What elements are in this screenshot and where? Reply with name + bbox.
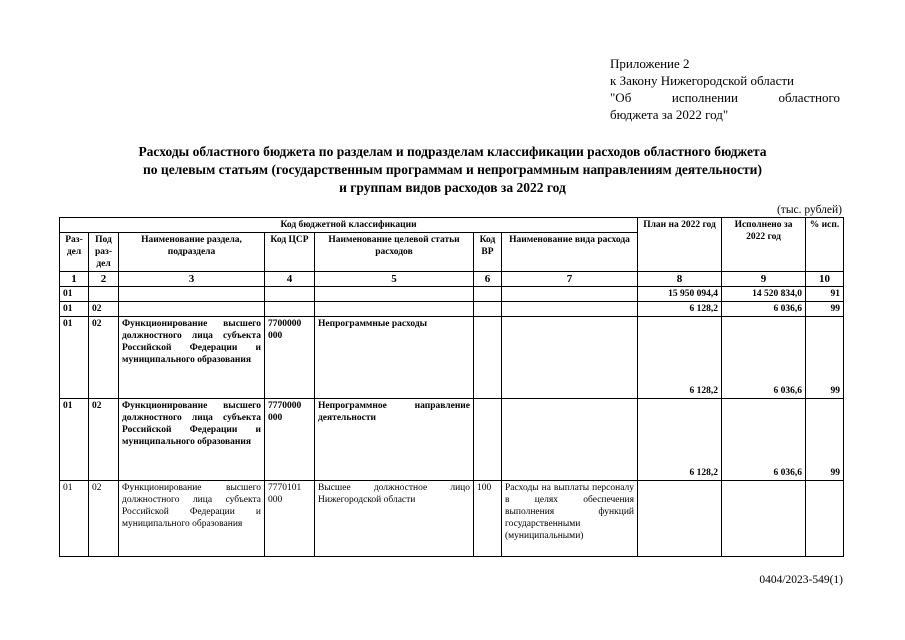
header-group-row bbox=[60, 218, 844, 233]
col-number: 3 bbox=[119, 272, 265, 287]
expenses-table bbox=[59, 217, 844, 557]
header-csr: Код ЦСР bbox=[265, 233, 315, 272]
column-numbers-row bbox=[60, 272, 844, 287]
cell-pct bbox=[806, 481, 844, 557]
appendix-line-3-c: областного bbox=[778, 90, 840, 105]
header-group: Код бюджетной классификации bbox=[60, 218, 638, 233]
cell-podrazdel bbox=[89, 287, 119, 302]
cell-plan: 6 128,2 bbox=[638, 302, 722, 317]
cell-name-vr: Расходы на выплаты персоналу в целях обеспечения выполнения функций государственными (муниципальными) bbox=[502, 481, 638, 557]
cell-name-csr bbox=[315, 287, 474, 302]
cell-done bbox=[722, 481, 806, 557]
cell-vr bbox=[474, 302, 502, 317]
cell-csr bbox=[265, 287, 315, 302]
col-number: 6 bbox=[474, 272, 502, 287]
appendix-line-3-b: исполнении bbox=[671, 90, 738, 105]
title-line-3: и группам видов расходов за 2022 год bbox=[339, 180, 566, 195]
cell-name-csr: Непрограммное направление деятельности bbox=[315, 399, 474, 481]
cell-pct: 91 bbox=[806, 287, 844, 302]
cell-name-razdel: Функционирование высшего должностного лица субъекта Российской Федерации и муниципального образования bbox=[119, 481, 265, 557]
cell-pct: 99 bbox=[806, 399, 844, 481]
cell-podrazdel: 02 bbox=[89, 302, 119, 317]
cell-done: 6 036,6 bbox=[722, 317, 806, 399]
appendix-line-2: к Закону Нижегородской области bbox=[610, 73, 794, 88]
header-name-csr: Наименование целевой статьи расходов bbox=[315, 233, 474, 272]
cell-plan: 6 128,2 bbox=[638, 317, 722, 399]
header-name-razdel: Наименование раздела, подраздела bbox=[119, 233, 265, 272]
cell-razdel: 01 bbox=[60, 287, 89, 302]
cell-csr: 7700000 000 bbox=[265, 317, 315, 399]
title-line-2: по целевым статьям (государственным программам и непрограммным направлениям деятельности) bbox=[143, 162, 762, 177]
col-number: 1 bbox=[60, 272, 89, 287]
table-row bbox=[60, 317, 844, 399]
col-number: 8 bbox=[638, 272, 722, 287]
cell-razdel: 01 bbox=[60, 302, 89, 317]
cell-plan: 6 128,2 bbox=[638, 399, 722, 481]
cell-name-csr: Непрограммные расходы bbox=[315, 317, 474, 399]
cell-name-razdel bbox=[119, 287, 265, 302]
document-title bbox=[60, 143, 845, 197]
cell-razdel: 01 bbox=[60, 317, 89, 399]
col-number: 9 bbox=[722, 272, 806, 287]
cell-podrazdel: 02 bbox=[89, 317, 119, 399]
cell-csr bbox=[265, 302, 315, 317]
cell-razdel: 01 bbox=[60, 399, 89, 481]
cell-name-vr bbox=[502, 287, 638, 302]
appendix-line-3 bbox=[610, 89, 840, 106]
cell-name-razdel: Функционирование высшего должностного лица субъекта Российской Федерации и муниципального образования bbox=[119, 317, 265, 399]
appendix-block bbox=[610, 55, 840, 123]
table-row bbox=[60, 481, 844, 557]
cell-plan bbox=[638, 481, 722, 557]
cell-plan: 15 950 094,4 bbox=[638, 287, 722, 302]
units-label: (тыс. рублей) bbox=[776, 204, 842, 216]
cell-done: 6 036,6 bbox=[722, 399, 806, 481]
title-line-1: Расходы областного бюджета по разделам и подразделам классификации расходов областного бюджета bbox=[138, 144, 767, 159]
cell-name-csr: Высшее должностное лицо Нижегородской области bbox=[315, 481, 474, 557]
header-pct: % исп. bbox=[806, 218, 844, 272]
cell-name-razdel: Функционирование высшего должностного лица субъекта Российской Федерации и муниципального образования bbox=[119, 399, 265, 481]
appendix-line-4: бюджета за 2022 год" bbox=[610, 107, 729, 122]
table-row bbox=[60, 302, 844, 317]
cell-vr bbox=[474, 399, 502, 481]
appendix-line-1: Приложение 2 bbox=[610, 56, 690, 71]
cell-name-vr bbox=[502, 302, 638, 317]
cell-csr: 7770000 000 bbox=[265, 399, 315, 481]
cell-vr bbox=[474, 317, 502, 399]
cell-name-csr bbox=[315, 302, 474, 317]
col-number: 5 bbox=[315, 272, 474, 287]
cell-vr bbox=[474, 287, 502, 302]
document-code: 0404/2023-549(1) bbox=[759, 574, 843, 586]
col-number: 10 bbox=[806, 272, 844, 287]
cell-csr: 7770101 000 bbox=[265, 481, 315, 557]
cell-podrazdel: 02 bbox=[89, 399, 119, 481]
col-number: 7 bbox=[502, 272, 638, 287]
cell-name-vr bbox=[502, 399, 638, 481]
header-podrazdel: Под раз-дел bbox=[89, 233, 119, 272]
header-vr: Код ВР bbox=[474, 233, 502, 272]
cell-pct: 99 bbox=[806, 302, 844, 317]
table-row bbox=[60, 287, 844, 302]
header-name-vr: Наименование вида расхода bbox=[502, 233, 638, 272]
cell-done: 14 520 834,0 bbox=[722, 287, 806, 302]
cell-pct: 99 bbox=[806, 317, 844, 399]
header-done: Исполнено за 2022 год bbox=[722, 218, 806, 272]
cell-done: 6 036,6 bbox=[722, 302, 806, 317]
cell-name-razdel bbox=[119, 302, 265, 317]
header-razdel: Раз-дел bbox=[60, 233, 89, 272]
appendix-line-3-a: "Об bbox=[610, 90, 632, 105]
table-row bbox=[60, 399, 844, 481]
col-number: 2 bbox=[89, 272, 119, 287]
cell-name-vr bbox=[502, 317, 638, 399]
cell-vr: 100 bbox=[474, 481, 502, 557]
header-plan: План на 2022 год bbox=[638, 218, 722, 272]
cell-podrazdel: 02 bbox=[89, 481, 119, 557]
col-number: 4 bbox=[265, 272, 315, 287]
cell-razdel: 01 bbox=[60, 481, 89, 557]
